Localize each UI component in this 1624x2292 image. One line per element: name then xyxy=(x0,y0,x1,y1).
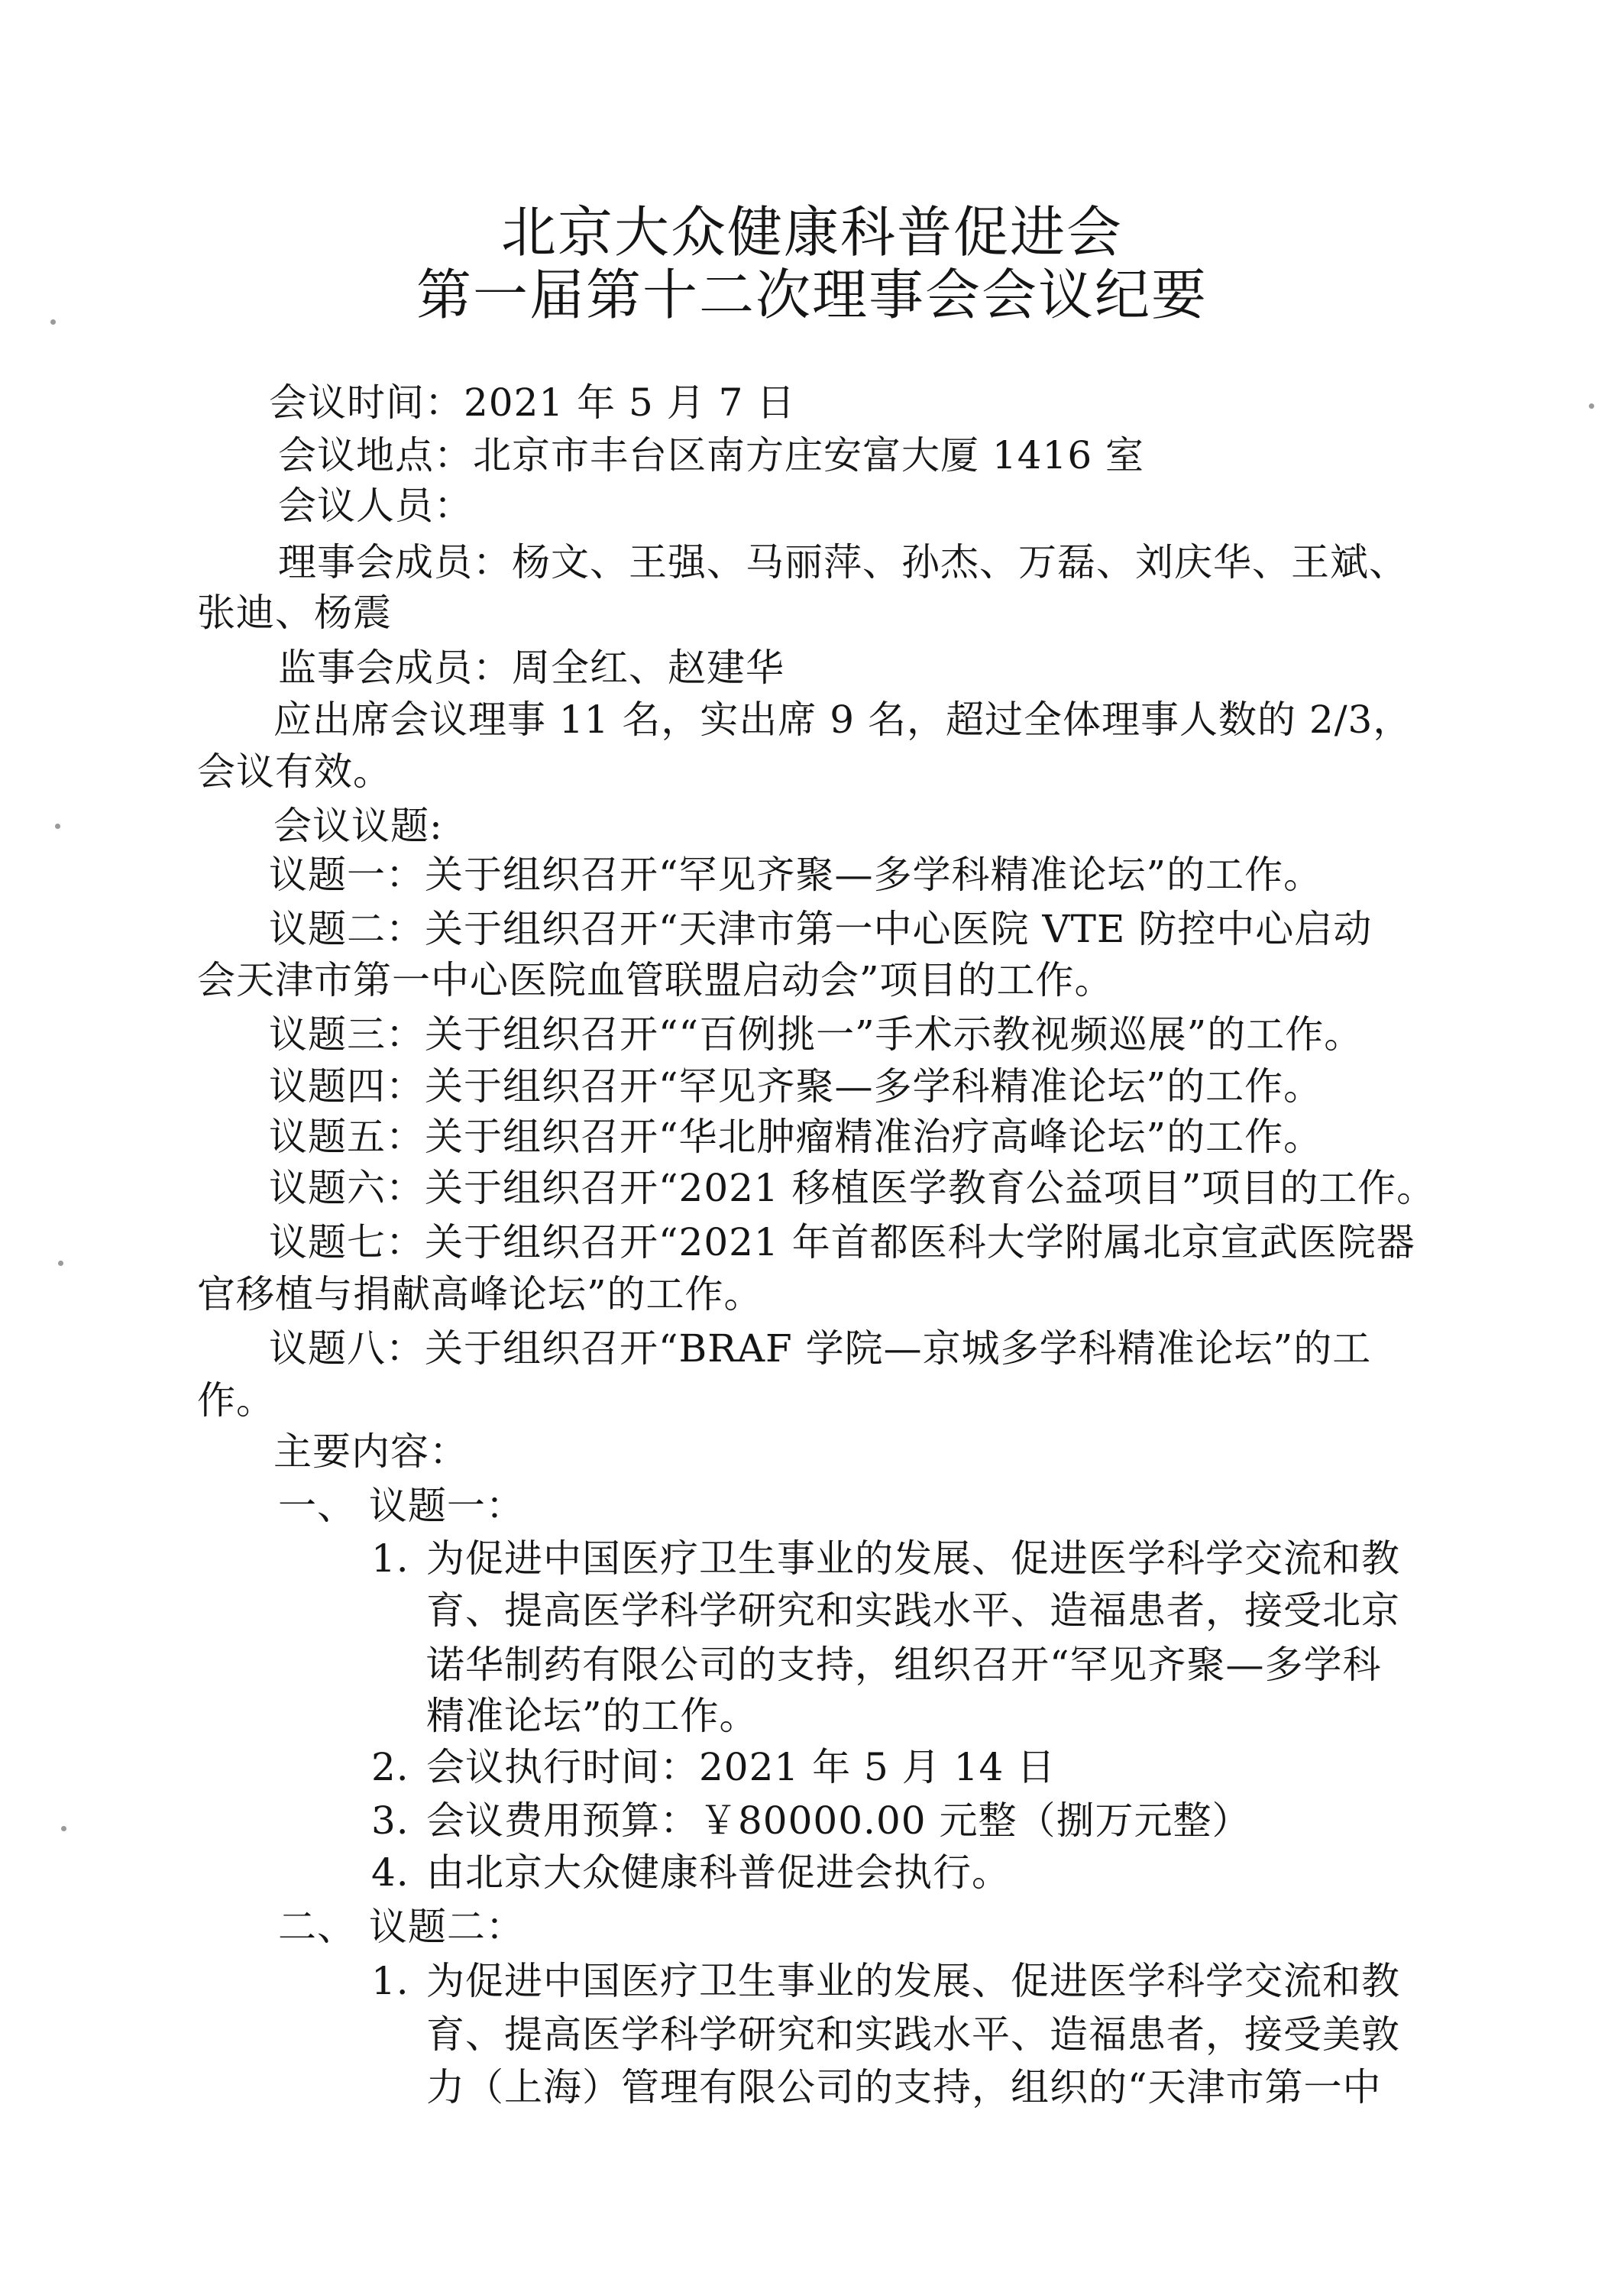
meeting-place: 会议地点：北京市丰台区南方庄安富大厦 1416 室 xyxy=(278,433,1145,478)
quorum-line-1: 应出席会议理事 11 名，实出席 9 名，超过全体理事人数的 2/3， xyxy=(273,698,1412,742)
scan-speck xyxy=(55,824,60,829)
section-2-heading: 二、 议题二： xyxy=(278,1905,525,1949)
title-line-2: 第一届第十二次理事会会议纪要 xyxy=(416,263,1208,327)
agenda-topic-6: 议题六：关于组织召开“2021 移植医学教育公益项目”项目的工作。 xyxy=(269,1166,1436,1210)
scan-speck xyxy=(50,319,56,325)
meeting-time: 会议时间：2021 年 5 月 7 日 xyxy=(269,380,796,425)
scan-speck xyxy=(61,1826,66,1831)
section-1-item-3-number: 3. xyxy=(371,1798,409,1843)
quorum-line-2: 会议有效。 xyxy=(197,749,392,794)
agenda-topic-7-line-1: 议题七：关于组织召开“2021 年首都医科大学附属北京宣武医院器 xyxy=(269,1220,1415,1264)
agenda-topic-1: 议题一：关于组织召开“罕见齐聚—多学科精准论坛”的工作。 xyxy=(269,853,1323,897)
attendees-label: 会议人员： xyxy=(278,484,473,528)
agenda-topic-2-line-2: 会天津市第一中心医院血管联盟启动会”项目的工作。 xyxy=(197,958,1114,1002)
scan-speck xyxy=(58,1261,63,1266)
section-2-item-1-line-3: 力（上海）管理有限公司的支持，组织的“天津市第一中 xyxy=(426,2065,1382,2109)
main-content-label: 主要内容： xyxy=(273,1429,468,1474)
section-1-item-1-line-2: 育、提高医学科学研究和实践水平、造福患者，接受北京 xyxy=(426,1588,1400,1633)
section-1-item-2-number: 2. xyxy=(371,1745,409,1789)
agenda-topic-5: 议题五：关于组织召开“华北肿瘤精准治疗高峰论坛”的工作。 xyxy=(269,1115,1323,1159)
section-1-item-1-line-3: 诺华制药有限公司的支持，组织召开“罕见齐聚—多学科 xyxy=(426,1643,1382,1687)
agenda-label: 会议议题: xyxy=(273,804,443,848)
section-2-item-1-line-1: 为促进中国医疗卫生事业的发展、促进医学科学交流和教 xyxy=(426,1959,1400,2003)
council-members-line-2: 张迪、杨震 xyxy=(197,591,392,635)
agenda-topic-4: 议题四：关于组织召开“罕见齐聚—多学科精准论坛”的工作。 xyxy=(269,1064,1323,1109)
section-1-item-4: 由北京大众健康科普促进会执行。 xyxy=(426,1850,1011,1895)
agenda-topic-8-line-2: 作。 xyxy=(197,1378,275,1423)
section-1-item-2: 会议执行时间：2021 年 5 月 14 日 xyxy=(426,1745,1056,1789)
agenda-topic-8-line-1: 议题八：关于组织召开“BRAF 学院—京城多学科精准论坛”的工 xyxy=(269,1326,1372,1371)
council-members-line-1: 理事会成员：杨文、王强、马丽萍、孙杰、万磊、刘庆华、王斌、 xyxy=(278,540,1408,584)
supervisory-members: 监事会成员：周全红、赵建华 xyxy=(278,646,785,690)
title-line-1: 北京大众健康科普促进会 xyxy=(500,200,1123,264)
agenda-topic-2-line-1: 议题二：关于组织召开“天津市第一中心医院 VTE 防控中心启动 xyxy=(269,907,1373,951)
section-2-item-1-number: 1. xyxy=(371,1959,409,2003)
section-1-item-3: 会议费用预算：￥80000.00 元整（捌万元整） xyxy=(426,1798,1251,1843)
section-1-item-1-line-4: 精准论坛”的工作。 xyxy=(426,1694,759,1738)
section-1-item-1-number: 1. xyxy=(371,1536,409,1581)
section-1-item-4-number: 4. xyxy=(371,1850,409,1895)
section-2-item-1-line-2: 育、提高医学科学研究和实践水平、造福患者，接受美敦 xyxy=(426,2012,1400,2057)
section-1-heading: 一、 议题一： xyxy=(278,1484,525,1528)
scan-speck xyxy=(1589,403,1594,409)
agenda-topic-3: 议题三：关于组织召开““百例挑一”手术示教视频巡展”的工作。 xyxy=(269,1012,1364,1057)
agenda-topic-7-line-2: 官移植与捐献高峰论坛”的工作。 xyxy=(197,1272,763,1316)
section-1-item-1-line-1: 为促进中国医疗卫生事业的发展、促进医学科学交流和教 xyxy=(426,1536,1400,1581)
